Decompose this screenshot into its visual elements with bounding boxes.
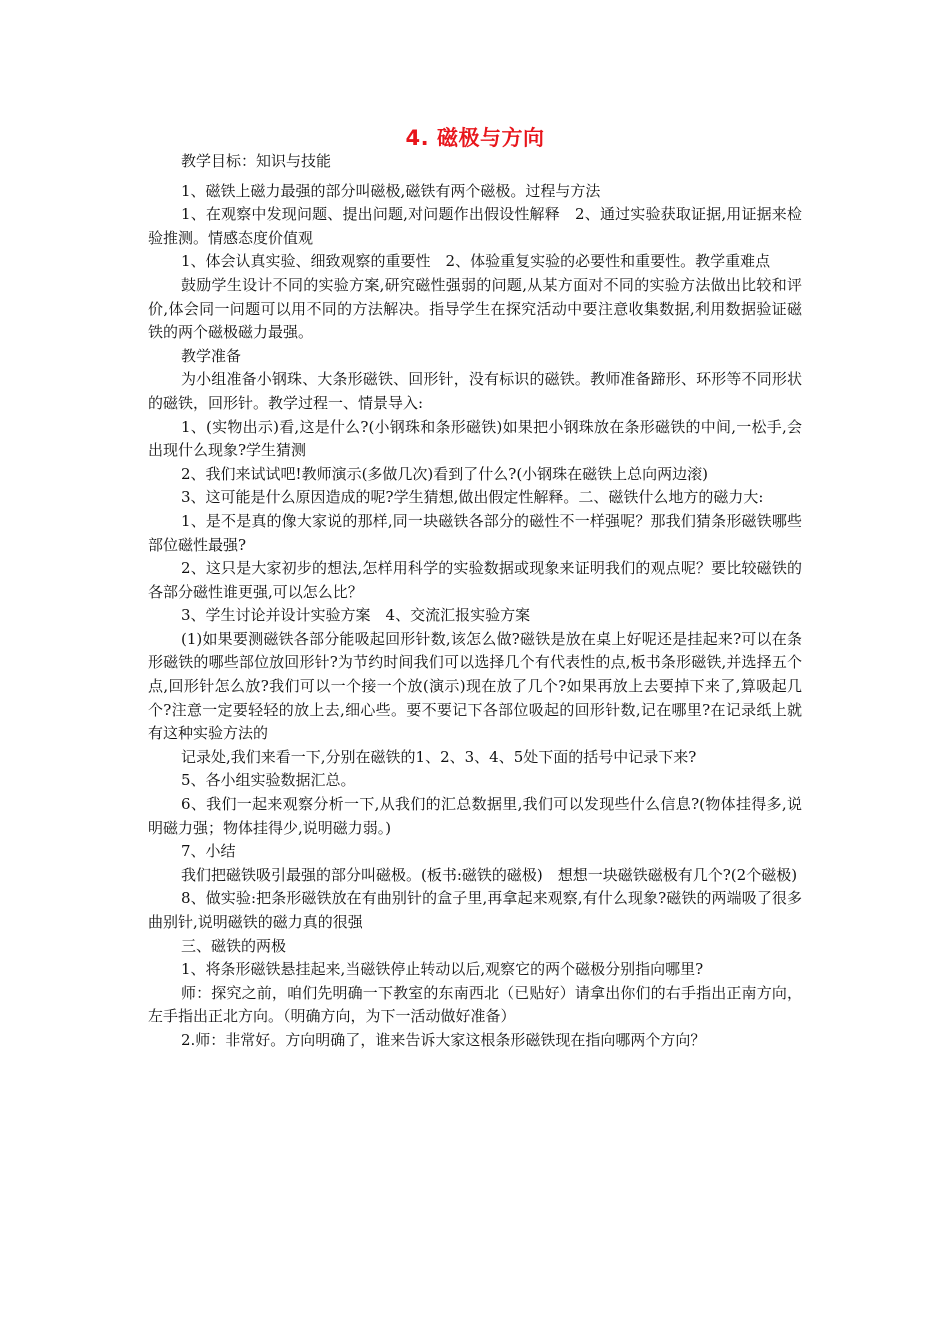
paragraph: 2、这只是大家初步的想法,怎样用科学的实验数据或现象来证明我们的观点呢？要比较磁铁的各部分磁性谁更强,可以怎么比？ [148,559,802,601]
paragraph: 1、磁铁上磁力最强的部分叫磁极,磁铁有两个磁极。过程与方法 [181,181,601,200]
paragraph: 1、(实物出示)看,这是什么?(小钢珠和条形磁铁)如果把小钢珠放在条形磁铁的中间,一松手,会出现什么现象?学生猜测 [148,417,802,460]
paragraph: 记录处,我们来看一下,分别在磁铁的1、2、3、4、5处下面的括号中记录下来? [181,747,697,766]
paragraph: 6、我们一起来观察分析一下,从我们的汇总数据里,我们可以发现些什么信息?(物体挂得多,说明磁力强；物体挂得少,说明磁力弱。) [148,795,802,837]
paragraph: 3、这可能是什么原因造成的呢?学生猜想,做出假定性解释。二、磁铁什么地方的磁力大: [181,488,764,507]
paragraph: 教学准备 [181,346,242,365]
paragraph: 7、小结 [181,842,236,861]
paragraph: 1、将条形磁铁悬挂起来,当磁铁停止转动以后,观察它的两个磁极分别指向哪里? [181,960,704,979]
document-body [148,150,802,1053]
paragraph: 1、在观察中发现问题、提出问题,对问题作出假设性解释 2、通过实验获取证据,用证据来检验推测。情感态度价值观 [148,205,802,247]
paragraph: 2.师：非常好。方向明确了，谁来告诉大家这根条形磁铁现在指向哪两个方向？ [181,1030,706,1049]
paragraph: 1、体会认真实验、细致观察的重要性 2、体验重复实验的必要性和重要性。教学重难点 [181,252,771,271]
paragraph: 师：探究之前，咱们先明确一下教室的东南西北（已贴好）请拿出你们的右手指出正南方向，左手指出正北方向。（明确方向，为下一活动做好准备） [148,983,802,1026]
paragraph: 2、我们来试试吧!教师演示(多做几次)看到了什么?(小钢珠在磁铁上总向两边滚) [181,464,709,483]
paragraph: 我们把磁铁吸引最强的部分叫磁极。(板书:磁铁的磁极) 想想一块磁铁磁极有几个?(2个磁极) [181,865,798,884]
paragraph: 教学目标：知识与技能 [181,152,332,170]
paragraph: 3、学生讨论并设计实验方案 4、交流汇报实验方案 [181,606,531,625]
paragraph: (1)如果要测磁铁各部分能吸起回形针数,该怎么做?磁铁是放在桌上好呢还是挂起来?可以在条形磁铁的哪些部位放回形针?为节约时间我们可以选择几个有代表性的点,板书条形磁铁,并选择五个点,回形针怎么放?我们可以一个接一个放(演示)现在放了几个?如果再放上去要掉下来了,算吸起几个?注意一定要轻轻的放上去,细心些。要不要记下各部位吸起的回形针数,记在哪里?在记录纸上就有这种实验方法的 [148,629,802,743]
paragraph: 三、磁铁的两极 [181,936,287,955]
paragraph: 鼓励学生设计不同的实验方案,研究磁性强弱的问题,从某方面对不同的实验方法做出比较和评价,体会同一问题可以用不同的方法解决。指导学生在探究活动中要注意收集数据,利用数据验证磁铁的两个磁极磁力最强。 [148,275,802,342]
paragraph: 为小组准备小钢珠、大条形磁铁、回形针，没有标识的磁铁。教师准备蹄形、环形等不同形状的磁铁，回形针。教学过程一、情景导入: [148,370,802,412]
paragraph: 5、各小组实验数据汇总。 [181,771,356,790]
document-title: 4. 磁极与方向 [405,126,545,150]
paragraph: 8、做实验:把条形磁铁放在有曲别针的盒子里,再拿起来观察,有什么现象?磁铁的两端吸了很多曲别针,说明磁铁的磁力真的很强 [148,889,802,931]
paragraph: 1、是不是真的像大家说的那样,同一块磁铁各部分的磁性不一样强呢？那我们猜条形磁铁哪些部位磁性最强? [148,511,802,554]
